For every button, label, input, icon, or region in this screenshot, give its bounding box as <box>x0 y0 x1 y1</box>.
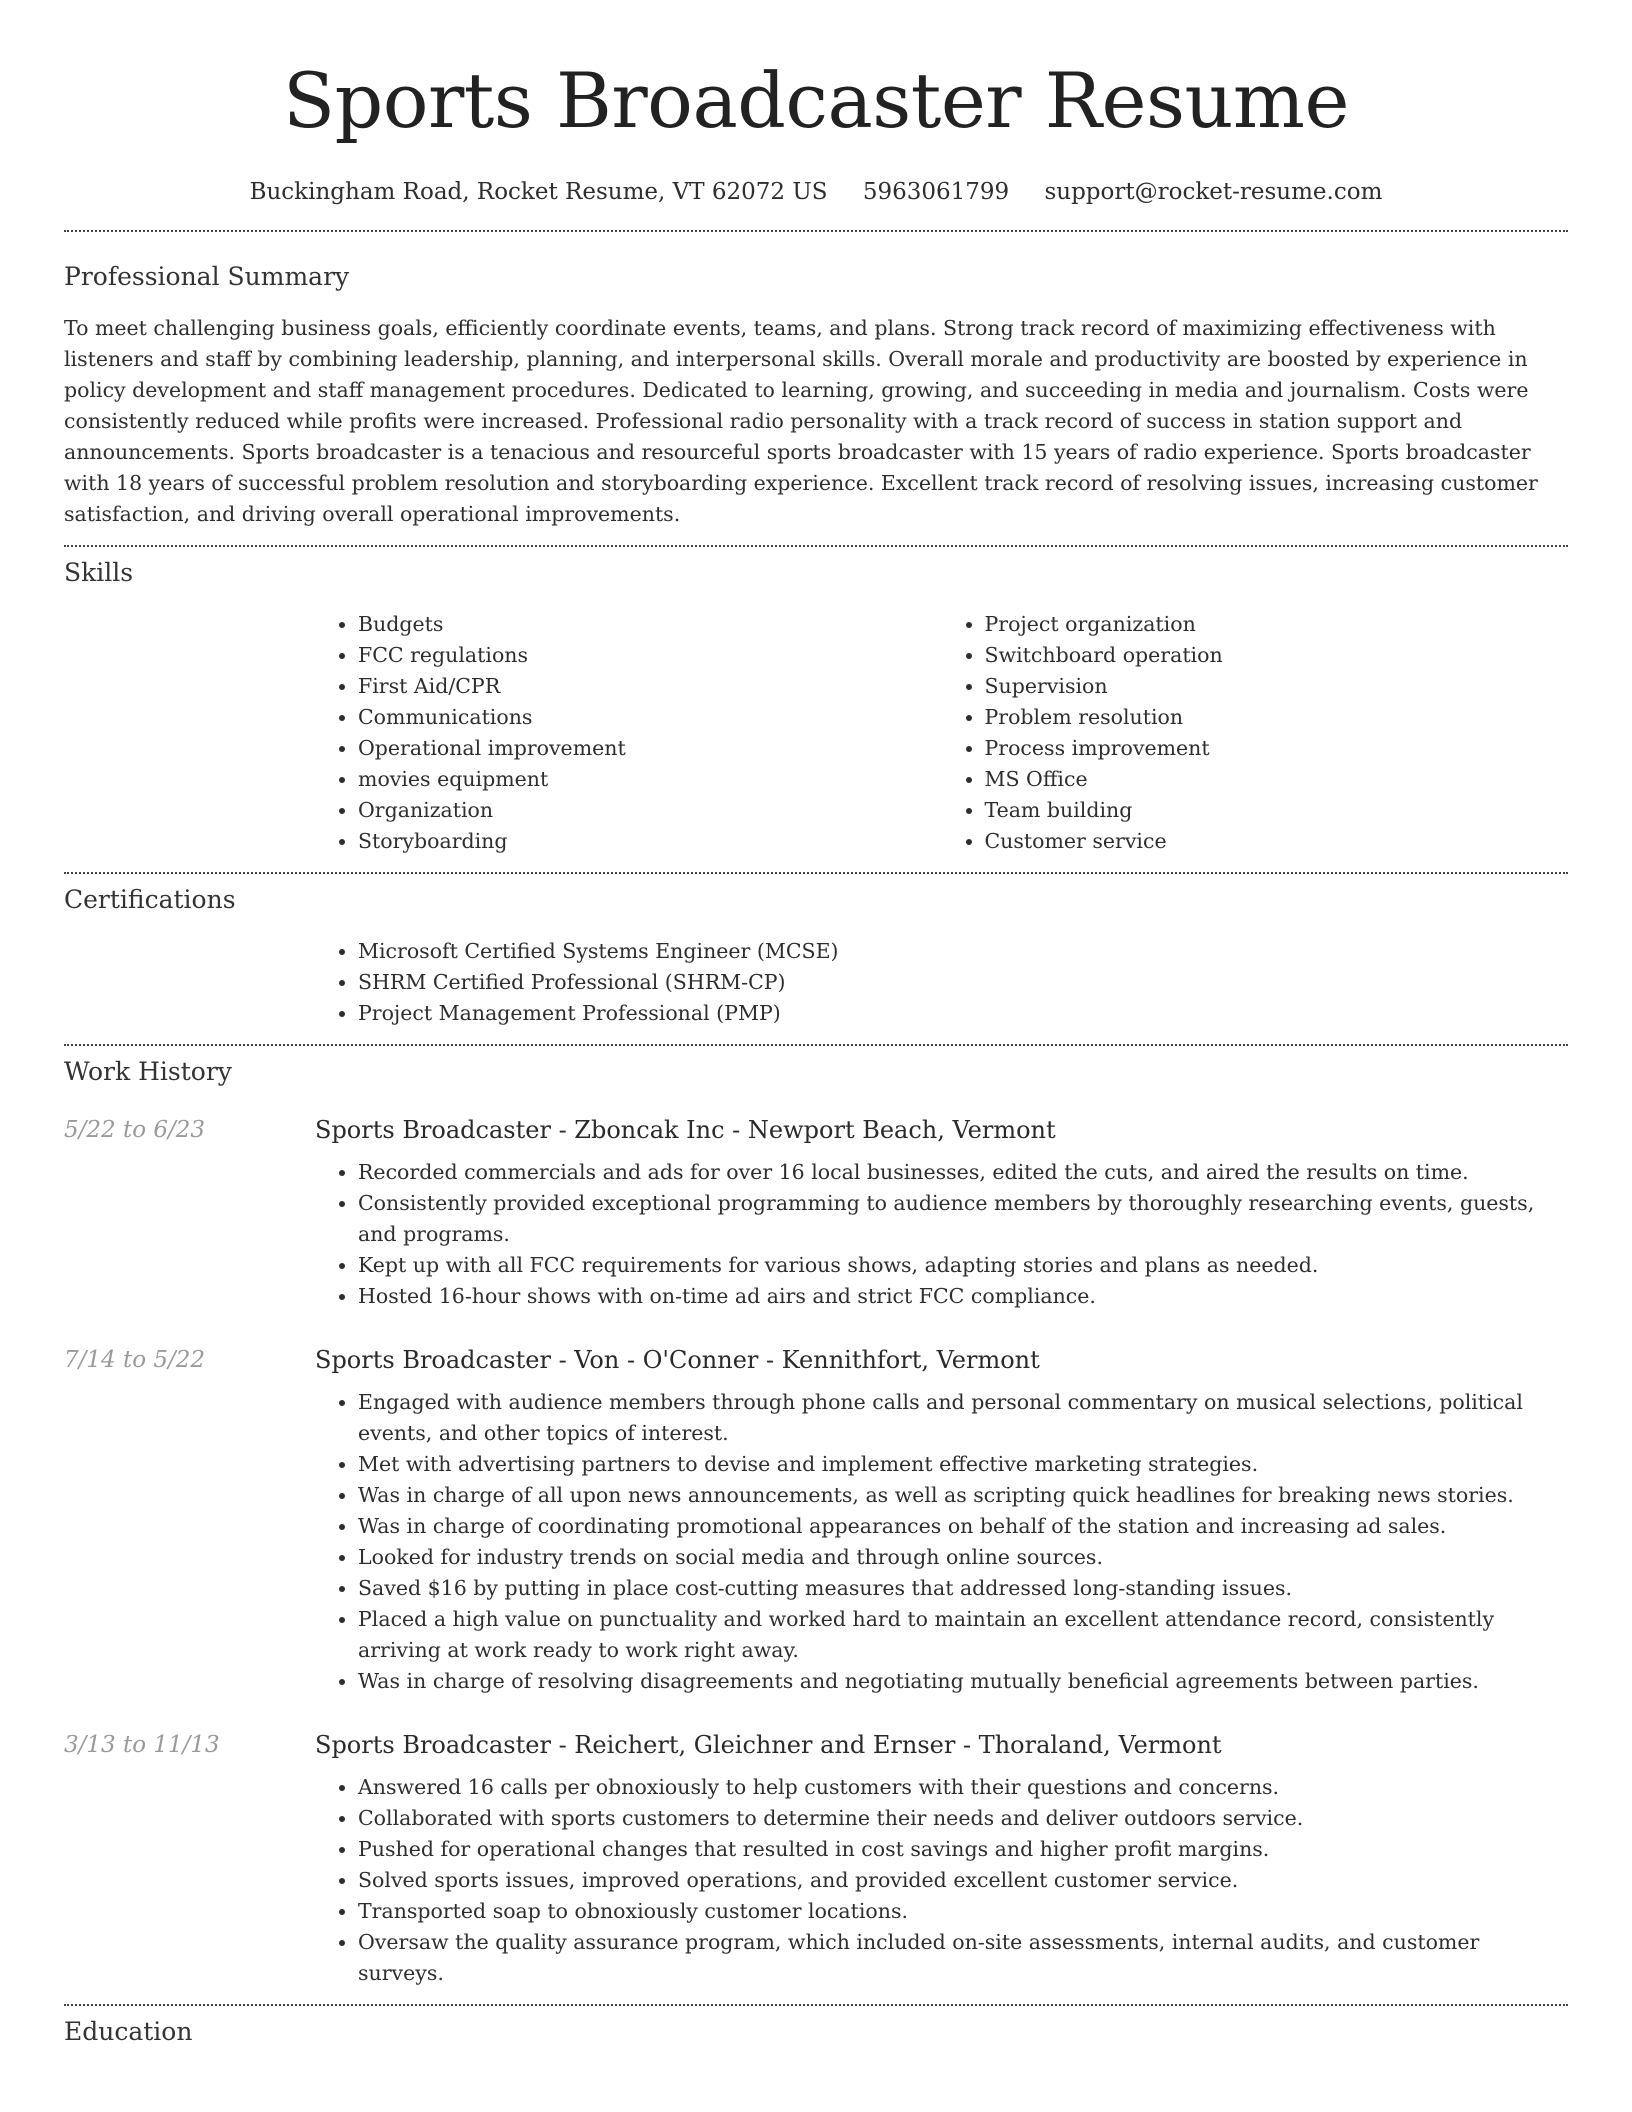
section-divider <box>64 1044 1568 1046</box>
job-bullet: • Met with advertising partners to devise and implement effective marketing strategies. <box>358 1449 1568 1480</box>
contact-address: Buckingham Road, Rocket Resume, VT 62072 US <box>249 179 828 205</box>
contact-line <box>64 172 1568 212</box>
skill-item: • Problem resolution <box>985 702 1569 733</box>
skills-section <box>64 555 1568 857</box>
job-entry <box>64 1340 1568 1697</box>
certification-item: • Microsoft Certified Systems Engineer (MCSE) <box>358 936 1568 967</box>
skills-list-right <box>942 609 1569 857</box>
job-bullet: • Placed a high value on punctuality and worked hard to maintain an excellent attendance record, consistently arriving at work ready to work right away. <box>358 1604 1568 1666</box>
job-bullet: • Collaborated with sports customers to determine their needs and deliver outdoors service. <box>358 1803 1568 1834</box>
job-title: Sports Broadcaster - Reichert, Gleichner and Ernser - Thoraland, Vermont <box>315 1731 1222 1759</box>
job-bullet: • Saved $16 by putting in place cost-cutting measures that addressed long-standing issues. <box>358 1573 1568 1604</box>
job-bullet: • Looked for industry trends on social media and through online sources. <box>358 1542 1568 1573</box>
job-bullet: • Was in charge of resolving disagreements and negotiating mutually beneficial agreements between parties. <box>358 1666 1568 1697</box>
job-body <box>315 1110 1568 1312</box>
skill-item: • FCC regulations <box>358 640 942 671</box>
job-bullets <box>315 1387 1568 1697</box>
skill-item: • First Aid/CPR <box>358 671 942 702</box>
work-history-section <box>64 1054 1568 1989</box>
certification-item: • Project Management Professional (PMP) <box>358 998 1568 1029</box>
job-body <box>315 1725 1568 1989</box>
contact-email: support@rocket-resume.com <box>1044 179 1383 205</box>
job-bullet: • Kept up with all FCC requirements for various shows, adapting stories and plans as needed. <box>358 1250 1568 1281</box>
job-bullet: • Pushed for operational changes that resulted in cost savings and higher profit margins. <box>358 1834 1568 1865</box>
section-divider <box>64 2004 1568 2006</box>
job-bullet: • Consistently provided exceptional programming to audience members by thoroughly researching events, guests, and programs. <box>358 1188 1568 1250</box>
summary-heading: Professional Summary <box>64 262 350 291</box>
skill-item: • Customer service <box>985 826 1569 857</box>
job-date: 3/13 to 11/13 <box>64 1732 220 1758</box>
job-body <box>315 1340 1568 1697</box>
job-bullets <box>315 1157 1568 1312</box>
skill-item: • MS Office <box>985 764 1569 795</box>
skill-item: • Supervision <box>985 671 1569 702</box>
education-heading: Education <box>64 2017 193 2046</box>
skill-item: • Process improvement <box>985 733 1569 764</box>
job-bullets <box>315 1772 1568 1989</box>
contact-phone: 5963061799 <box>862 179 1010 205</box>
certifications-list <box>315 936 1568 1029</box>
job-entry <box>64 1725 1568 1989</box>
skill-item: • Organization <box>358 795 942 826</box>
summary-text: To meet challenging business goals, efficiently coordinate events, teams, and plans. Strong track record of maximizing effectiveness with listeners and staff by combining leadership, planning, and interpersonal skills. Overall morale and productivity are boosted by experience in policy development and staff management procedures. Dedicated to learning, growing, and succeeding in media and journalism. Costs were consistently reduced while profits were increased. Professional radio personality with a track record of success in station support and announcements. Sports broadcaster is a tenacious and resourceful sports broadcaster with 15 years of radio experience. Sports broadcaster with 18 years of successful problem resolution and storyboarding experience. Excellent track record of resolving issues, increasing customer satisfaction, and driving overall operational improvements. <box>64 316 1538 526</box>
section-divider <box>64 230 1568 232</box>
job-bullet: • Solved sports issues, improved operations, and provided excellent customer service. <box>358 1865 1568 1896</box>
job-bullet: • Transported soap to obnoxiously customer locations. <box>358 1896 1568 1927</box>
skill-item: • Project organization <box>985 609 1569 640</box>
job-bullet: • Was in charge of all upon news announcements, as well as scripting quick headlines for breaking news stories. <box>358 1480 1568 1511</box>
job-bullet: • Hosted 16-hour shows with on-time ad airs and strict FCC compliance. <box>358 1281 1568 1312</box>
education-section <box>64 2014 1568 2050</box>
skill-item: • Switchboard operation <box>985 640 1569 671</box>
job-bullet: • Was in charge of coordinating promotional appearances on behalf of the station and increasing ad sales. <box>358 1511 1568 1542</box>
job-bullet: • Oversaw the quality assurance program, which included on-site assessments, internal audits, and customer surveys. <box>358 1927 1568 1989</box>
skills-heading: Skills <box>64 558 134 587</box>
skill-item: • Budgets <box>358 609 942 640</box>
section-divider <box>64 872 1568 874</box>
skill-item: • Team building <box>985 795 1569 826</box>
skill-item: • Operational improvement <box>358 733 942 764</box>
resume-title: Sports Broadcaster Resume <box>283 56 1349 145</box>
certifications-heading: Certifications <box>64 885 236 914</box>
skill-item: • Communications <box>358 702 942 733</box>
skill-item: • movies equipment <box>358 764 942 795</box>
job-title: Sports Broadcaster - Von - O'Conner - Kennithfort, Vermont <box>315 1346 1040 1374</box>
certification-item: • SHRM Certified Professional (SHRM-CP) <box>358 967 1568 998</box>
job-entry <box>64 1110 1568 1312</box>
certifications-section <box>64 882 1568 1029</box>
section-divider <box>64 545 1568 547</box>
skills-columns <box>315 609 1568 857</box>
summary-section <box>64 259 1568 530</box>
resume-page <box>64 0 1568 2050</box>
skill-item: • Storyboarding <box>358 826 942 857</box>
job-date: 7/14 to 5/22 <box>64 1347 206 1373</box>
job-bullet: • Engaged with audience members through phone calls and personal commentary on musical selections, political events, and other topics of interest. <box>358 1387 1568 1449</box>
work-history-heading: Work History <box>64 1057 232 1086</box>
skills-list-left <box>315 609 942 857</box>
job-date: 5/22 to 6/23 <box>64 1117 206 1143</box>
job-title: Sports Broadcaster - Zboncak Inc - Newport Beach, Vermont <box>315 1116 1056 1144</box>
job-bullet: • Answered 16 calls per obnoxiously to help customers with their questions and concerns. <box>358 1772 1568 1803</box>
job-bullet: • Recorded commercials and ads for over 16 local businesses, edited the cuts, and aired the results on time. <box>358 1157 1568 1188</box>
